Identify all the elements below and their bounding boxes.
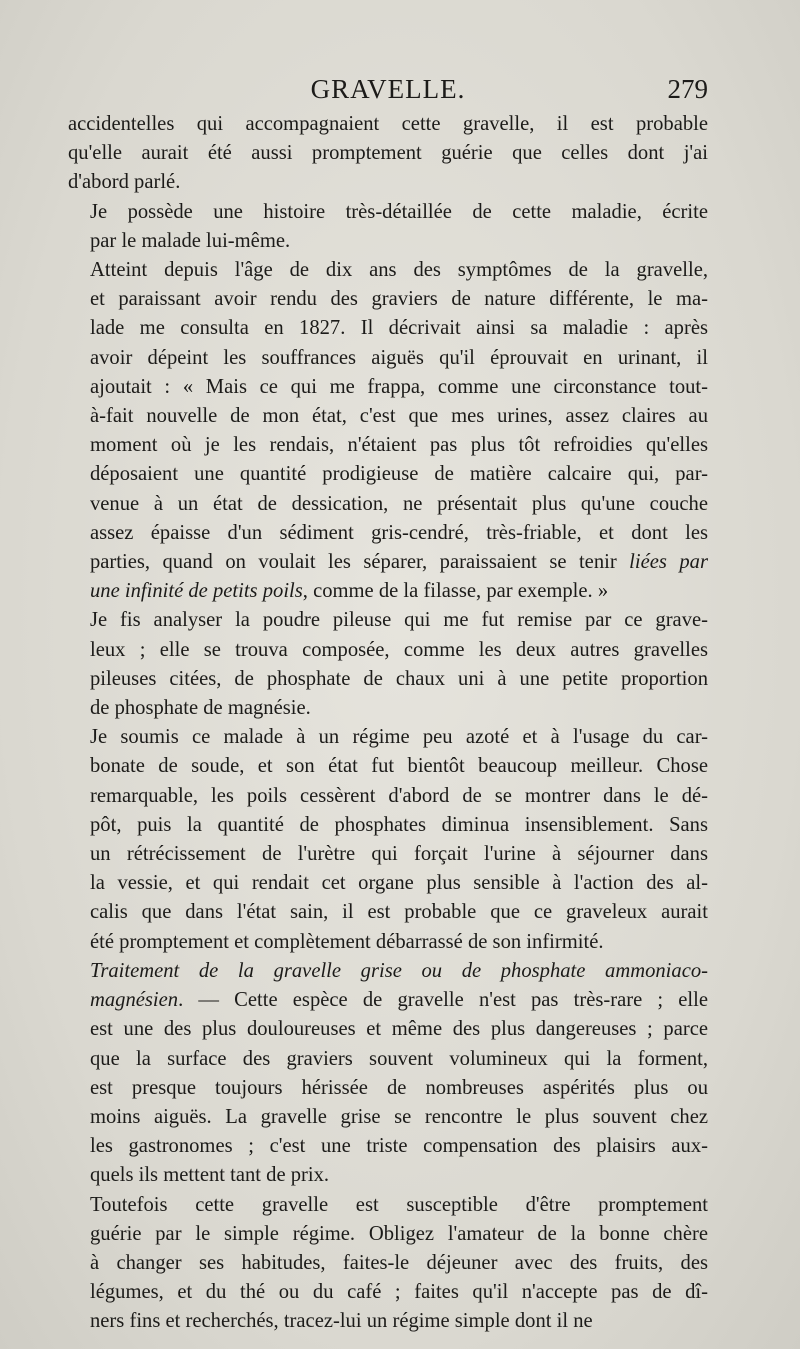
text-line: guérie par le simple régime. Obligez l'amateur de la bonne chère <box>90 1222 708 1245</box>
text-line: venue à un état de dessication, ne présentait plus qu'une couche <box>90 492 708 515</box>
text-line: leux ; elle se trouva composée, comme les deux autres gravelles <box>90 638 708 661</box>
text-line: est presque toujours hérissée de nombreuses aspérités plus ou <box>90 1076 708 1099</box>
text-line: ners fins et recherchés, tracez-lui un régime simple dont il ne <box>90 1310 593 1333</box>
text-line: un rétrécissement de l'urètre qui forçait l'urine à séjourner dans <box>90 843 708 866</box>
text-line: les gastronomes ; c'est une triste compensation des plaisirs aux- <box>90 1135 708 1158</box>
paragraph <box>68 723 708 957</box>
page-number: 279 <box>667 74 708 104</box>
text-line: Je soumis ce malade à un régime peu azoté et à l'usage du car- <box>90 726 708 749</box>
text-line: pôt, puis la quantité de phosphates diminua insensiblement. Sans <box>90 813 708 836</box>
paragraph <box>68 606 708 723</box>
page-header <box>68 70 708 110</box>
paragraph <box>68 256 708 606</box>
text-line: ajoutait : « Mais ce qui me frappa, comme une circonstance tout- <box>90 375 708 398</box>
text-line: quels ils mettent tant de prix. <box>90 1164 330 1187</box>
text-line: moment où je les rendais, n'étaient pas plus tôt refroidies qu'elles <box>90 434 708 457</box>
text-line: qu'elle aurait été aussi promptement guérie que celles dont j'ai <box>68 142 708 165</box>
text-line: calis que dans l'état sain, il est probable que ce graveleux aurait <box>90 901 708 924</box>
text-line: pileuses citées, de phosphate de chaux uni à une petite proportion <box>90 667 708 690</box>
paragraph <box>68 1191 708 1337</box>
text-line: d'abord parlé. <box>68 171 181 194</box>
text-line: Traitement de la gravelle grise ou de phosphate ammoniaco- <box>90 959 708 982</box>
text-line: avoir dépeint les souffrances aiguës qu'il éprouvait en urinant, il <box>90 346 708 369</box>
text-line: accidentelles qui accompagnaient cette gravelle, il est probable <box>68 113 708 135</box>
text-line: de phosphate de magnésie. <box>90 697 311 720</box>
text-line: remarquable, les poils cessèrent d'abord de se montrer dans le dé- <box>90 784 708 807</box>
text-line: une infinité de petits poils, comme de la filasse, par exemple. » <box>90 580 609 603</box>
text-line: que la surface des graviers souvent volumineux qui la forment, <box>90 1047 708 1070</box>
text-line: Je possède une histoire très-détaillée de cette maladie, écrite <box>90 200 708 223</box>
text-line: à changer ses habitudes, faites-le déjeuner avec des fruits, des <box>90 1251 708 1274</box>
text-line: à-fait nouvelle de mon état, c'est que mes urines, assez claires au <box>90 405 708 428</box>
body-text <box>68 110 708 1337</box>
text-line: moins aiguës. La gravelle grise se rencontre le plus souvent chez <box>90 1105 708 1128</box>
paragraph <box>68 198 708 256</box>
running-title: GRAVELLE. <box>310 74 466 104</box>
text-line: Atteint depuis l'âge de dix ans des symptômes de la gravelle, <box>90 259 708 282</box>
text-line: été promptement et complètement débarrassé de son infirmité. <box>90 930 604 953</box>
text-line: parties, quand on voulait les séparer, paraissaient se tenir liées par <box>90 551 708 574</box>
paragraph <box>68 110 708 198</box>
text-line: assez épaisse d'un sédiment gris-cendré, très-friable, et dont les <box>90 521 708 544</box>
text-line: et paraissant avoir rendu des graviers de nature différente, le ma- <box>90 288 708 311</box>
text-line: lade me consulta en 1827. Il décrivait ainsi sa maladie : après <box>90 317 708 340</box>
text-line: magnésien. — Cette espèce de gravelle n'est pas très-rare ; elle <box>90 989 708 1012</box>
paragraph <box>68 957 708 1191</box>
text-line: Toutefois cette gravelle est susceptible d'être promptement <box>90 1193 708 1216</box>
text-line: par le malade lui-même. <box>90 229 291 252</box>
text-line: légumes, et du thé ou du café ; faites qu'il n'accepte pas de dî- <box>90 1281 708 1304</box>
text-line: est une des plus douloureuses et même des plus dangereuses ; parce <box>90 1018 708 1041</box>
text-line: Je fis analyser la poudre pileuse qui me fut remise par ce grave- <box>90 609 708 632</box>
text-line: déposaient une quantité prodigieuse de matière calcaire qui, par- <box>90 463 708 486</box>
text-line: la vessie, et qui rendait cet organe plus sensible à l'action des al- <box>90 872 708 895</box>
text-line: bonate de soude, et son état fut bientôt beaucoup meilleur. Chose <box>90 755 708 778</box>
